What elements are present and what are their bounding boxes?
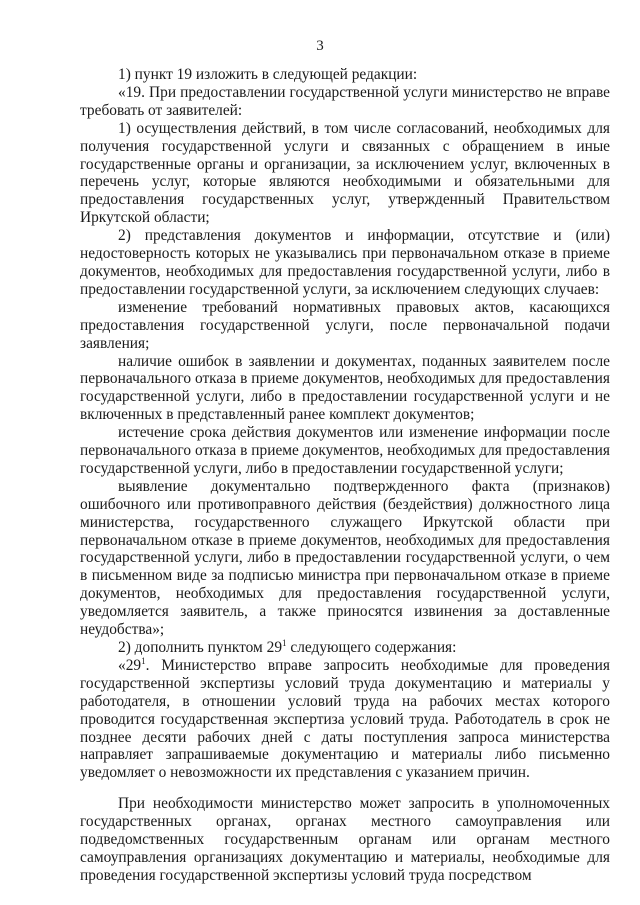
superscript-one: 1 — [141, 655, 146, 666]
paragraph-item-29-1-number: «29 — [118, 656, 142, 674]
paragraph-item-29-1-text — [80, 657, 610, 782]
paragraph-case-expiry: истечение срока действия документов или изменение информации после первоначального отказа в приеме документов, необходимых для предоставления государственной услуги, либо в предоставлении государственной услуги; — [80, 424, 610, 477]
paragraph-case-wrongful-action: выявление документально подтвержденного факта (признаков) ошибочного или противоправного действия (бездействия) должностного лица министерства, государственного служащего Иркутской области при первоначальном отказе в приеме документов, необходимых для предоставления государственной услуги, либо в предоставлении государственной услуги, о чем в письменном виде за подписью министра при первоначальном отказе в приеме документов, необходимых для предоставления государственной услуги, уведомляется заявитель, а также приносятся извинения за доставленные неудобства»; — [80, 477, 610, 639]
paragraph-item-19-intro: «19. При предоставлении государственной услуги министерство не вправе требовать от заявителей: — [80, 83, 610, 119]
paragraph-add-item-29-1 — [80, 639, 610, 657]
paragraph-case-requirements-change: изменение требований нормативных правовых актов, касающихся предоставления государственной услуги, после первоначальной подачи заявления; — [80, 298, 610, 352]
paragraph-case-errors: наличие ошибок в заявлении и документах, поданных заявителем после первоначального отказа в приеме документов, необходимых для предоставления государственной услуги, либо в предоставлении государственной услуги и не включенных в представленный ранее комплект документов; — [80, 352, 610, 424]
document-body — [80, 66, 610, 885]
paragraph-amend-item-19: 1) пункт 19 изложить в следующей редакции: — [118, 66, 418, 83]
paragraph-item-19-sub-2: 2) представления документов и информации, отсутствие и (или) недостоверность которых не указывались при первоначальном отказе в приеме документов, необходимых для предоставления государственной услуги, либо в предоставлении государственной услуги, за исключением следующих случаев: — [80, 227, 610, 298]
paragraph-add-item-29-1-before: 2) дополнить пунктом 29 — [118, 639, 283, 656]
page-number: 3 — [316, 38, 324, 54]
paragraph-item-29-1-content: . Министерство вправе запросить необходимые для проведения государственной экспертизы условий труда документацию и материалы у работодателя, в отношении условий труда на рабочих местах которого проводится государственная экспертиза условий труда. Работодатель в срок не позднее десяти рабочих дней с даты поступления запроса министерства направляет запрашиваемые документацию и материалы либо письменно уведомляет о невозможности их представления с указанием причин. — [80, 656, 610, 782]
paragraph-item-19-sub-1: 1) осуществления действий, в том числе согласований, необходимых для получения государственной услуги и связанных с обращением в иные государственные органы и организации, за исключением услуг, включенных в перечень услуг, которые являются необходимыми и обязательными для предоставления государственных услуг, утвержденный Правительством Иркутской области; — [80, 119, 610, 227]
superscript-one: 1 — [282, 638, 287, 648]
paragraph-request-other-bodies: При необходимости министерство может запросить в уполномоченных государственных органах, органах местного самоуправления или подведомственных государственным органам или органам местного самоуправления организациях документацию и материалы, необходимые для проведения государственной экспертизы условий труда посредством — [80, 795, 610, 884]
paragraph-add-item-29-1-after: следующего содержания: — [286, 639, 457, 656]
